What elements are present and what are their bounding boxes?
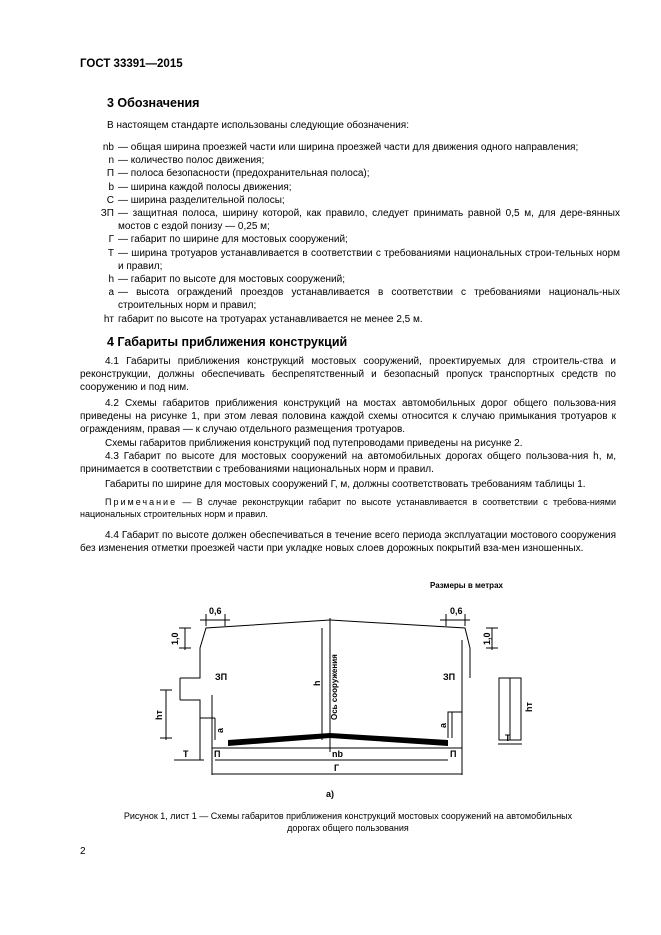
def-text: ширина каждой полосы движения;	[130, 181, 292, 193]
dim-06-right: 0,6	[450, 606, 463, 616]
label-ht-right: hт	[524, 702, 534, 712]
dim-06-left: 0,6	[209, 606, 222, 616]
def-text: габарит по ширине для мостовых сооружений;	[130, 234, 348, 246]
label-a-right: a	[438, 722, 448, 728]
units-note: Размеры в метрах	[430, 581, 503, 590]
label-g: Г	[334, 763, 340, 773]
def-text: ширина тротуаров устанавливается в соответствии с требованиями национальных строи-тельных норм и правил;	[118, 247, 621, 272]
definition-item: Т — ширина тротуаров устанавливается в соответствии с требованиями национальных строи-тельных норм и правил;	[80, 247, 620, 273]
definition-item: П — полоса безопасности (предохранительная полоса);	[80, 167, 620, 180]
label-p-left: П	[214, 749, 221, 759]
label-p-right: П	[450, 749, 457, 759]
definition-item: b — ширина каждой полосы движения;	[80, 181, 620, 194]
def-symbol: b	[108, 181, 114, 193]
def-text: полоса безопасности (предохранительная полоса);	[130, 168, 370, 180]
right-gauge-outline	[330, 620, 470, 678]
section-3-intro: В настоящем стандарте использованы следующие обозначения:	[107, 120, 410, 131]
def-symbol: ЗП	[100, 208, 114, 220]
section-4-title: 4 Габариты приближения конструкций	[107, 335, 348, 349]
definition-item: nb — общая ширина проезжей части или ширина проезжей части для движения одного направления;	[80, 141, 620, 154]
def-text: количество полос движения;	[130, 155, 265, 167]
paragraph-4-1: 4.1 Габариты приближения конструкций мостовых сооружений, проектируемых для строитель-ства и реконструкции, должны обеспечивать беспрепятственный и безопасный пропуск транспортных средств по сооружению и под ним.	[80, 356, 616, 394]
right-curb-outline	[448, 712, 462, 738]
paragraph-figure-2-ref: Схемы габаритов приближения конструкций под путепроводами приведены на рисунке 2.	[105, 438, 523, 449]
caption-line-1: Рисунок 1, лист 1 — Схемы габаритов приближения конструкций мостовых сооружений на автомобильных	[123, 811, 573, 821]
def-symbol: h	[108, 274, 114, 286]
def-symbol: Г	[108, 234, 114, 246]
def-symbol: а	[108, 287, 114, 299]
definition-item: Г — габарит по ширине для мостовых сооружений;	[80, 233, 620, 246]
page-number: 2	[80, 846, 86, 857]
label-zp-left: ЗП	[215, 672, 228, 682]
def-text: габарит по высоте на тротуарах устанавливается не менее 2,5 м.	[118, 313, 423, 325]
def-text: защитная полоса, ширину которой, как правило, следует принимать равной 0,5 м, для дере-вянных мостов с ездой понизу — 0,25 м;	[118, 208, 620, 233]
def-text: высота ограждений проездов устанавливается в соответствии с требованиями националь-ных строительных норм и правил;	[118, 287, 620, 312]
dim-10-right: 1,0	[482, 632, 492, 645]
left-gauge-outline	[180, 620, 330, 678]
paragraph-4-4: 4.4 Габарит по высоте должен обеспечиваться в течение всего периода эксплуатации мостового сооружения без изменения отметки проезжей части при укладке новых слоев дорожных покрытий вза-мен изношенных.	[80, 530, 616, 555]
left-sidewalk-outline	[180, 700, 215, 718]
note-text: — В случае реконструкции габарит по высоте устанавливается в соответствии с требова-ниями национальных строительных норм и правил.	[80, 497, 616, 519]
def-symbol: hт	[103, 313, 114, 325]
paragraph-4-3: 4.3 Габарит по высоте для мостовых сооружений на автомобильных дорогах общего пользова-ния h, м, принимается в соответствии с требованиями национальных норм и правил.	[80, 451, 616, 476]
road-pavement	[228, 733, 448, 746]
dim-10-left: 1,0	[170, 632, 180, 645]
label-ht-left: hт	[154, 710, 164, 720]
caption-line-2: дорогах общего пользования	[287, 823, 409, 833]
section-3-title: 3 Обозначения	[107, 96, 200, 110]
definition-item: n — количество полос движения;	[80, 154, 620, 167]
document-id: ГОСТ 33391—2015	[80, 58, 183, 70]
label-t-right: Т	[505, 733, 511, 743]
def-symbol: Т	[107, 247, 114, 259]
definition-item: С — ширина разделительной полосы;	[80, 194, 620, 207]
label-h: h	[312, 680, 322, 686]
def-text: габарит по высоте для мостовых сооружений;	[130, 274, 345, 286]
label-nb: nb	[332, 749, 343, 759]
def-symbol: n	[108, 155, 114, 167]
def-text: ширина разделительной полосы;	[130, 194, 285, 206]
paragraph-width-gauges: Габариты по ширине для мостовых сооружений Г, м, должны соответствовать требованиям таблицы 1.	[105, 479, 586, 490]
def-symbol: П	[106, 168, 114, 180]
label-zp-right: ЗП	[443, 672, 456, 682]
figure-caption	[80, 810, 616, 834]
label-axis: Ось сооружения	[330, 654, 339, 720]
definition-item: h — габарит по высоте для мостовых сооружений;	[80, 273, 620, 286]
note-label: Примечание	[105, 497, 178, 507]
definition-item: ЗП — защитная полоса, ширину которой, как правило, следует принимать равной 0,5 м, для дере-вянных мостов с ездой понизу — 0,25 м;	[80, 207, 620, 233]
figure-sub-label: а)	[326, 789, 335, 799]
definition-item: а — высота ограждений проездов устанавливается в соответствии с требованиями националь-ных строительных норм и правил;	[80, 286, 620, 312]
def-symbol: С	[106, 194, 114, 206]
def-text: общая ширина проезжей части или ширина проезжей части для движения одного направления;	[130, 142, 579, 153]
def-symbol: nb	[102, 142, 114, 153]
label-a-left: a	[215, 727, 225, 733]
label-t-left: Т	[183, 749, 189, 759]
paragraph-4-2: 4.2 Схемы габаритов приближения конструкций на мостах автомобильных дорог общего пользова-ния приведены на рисунке 1, при этом левая половина каждой схемы относится к случаю примыкания тротуаров к ограждениям, правая — к случаю отдельного размещения тротуаров.	[80, 398, 616, 436]
